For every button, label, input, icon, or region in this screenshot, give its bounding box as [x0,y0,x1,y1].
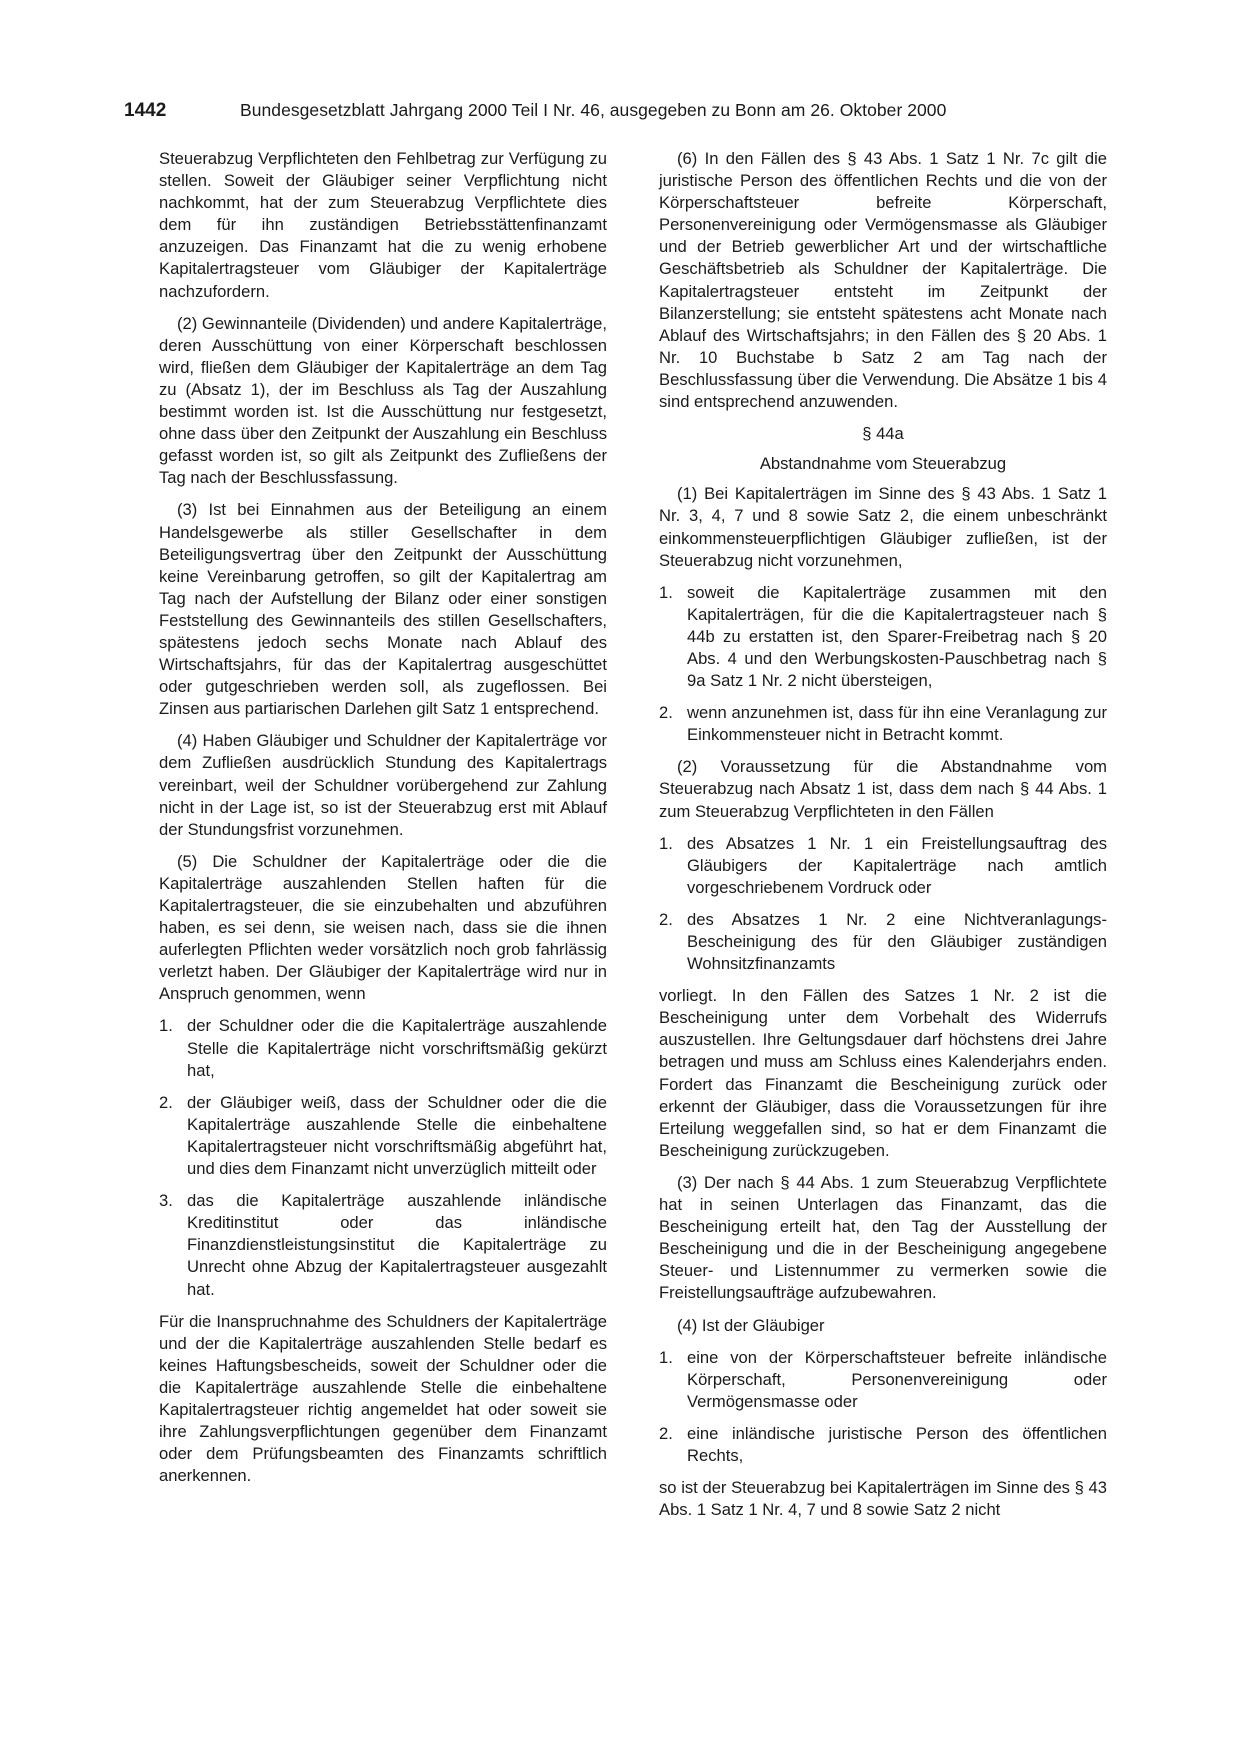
paragraph-5: (5) Die Schuldner der Kapitalerträge oder die die Kapitalerträge auszahlenden Stellen haften für die Kapitalertragsteuer, die sie einzubehalten und abzuführen haben, es sei denn, sie weisen nach, dass sie die ihnen auferlegten Pflichten weder vorsätzlich noch grob fahrlässig verletzt haben. Der Gläubiger der Kapitalerträge wird nur in Anspruch genommen, wenn [159,851,607,1004]
paragraph-44a-3: (3) Der nach § 44 Abs. 1 zum Steuerabzug Verpflichtete hat in seinen Unterlagen das Finanzamt, das die Bescheinigung erteilt hat, den Tag der Ausstellung der Bescheinigung und die in der Bescheinigung angegebene Steuer- und Listennummer zu vermerken sowie die Freistellungsaufträge aufzubewahren. [659,1172,1107,1303]
list-item-number: 1. [659,833,673,853]
list-item-text: wenn anzunehmen ist, dass für ihn eine Veranlagung zur Einkommensteuer nicht in Betracht kommt. [687,703,1107,745]
right-column [659,148,1107,1531]
list-item-text: des Absatzes 1 Nr. 1 ein Freistellungsauftrag des Gläubigers der Kapitalerträge nach amtlich vorgeschriebenem Vordruck oder [687,833,1107,897]
section-title: Abstandnahme vom Steuerabzug [759,454,1007,474]
list-44a-1 [659,582,1107,747]
paragraph-44a-1: (1) Bei Kapitalerträgen im Sinne des § 43 Abs. 1 Satz 1 Nr. 3, 4, 7 und 8 sowie Satz 2, die einem unbeschränkt einkommensteuerpflichtigen Gläubiger zufließen, ist der Steuerabzug nicht vorzunehmen, [659,484,1107,570]
list-44a-2 [659,833,1107,976]
page-number: 1442 [124,100,167,121]
list-item-number: 3. [159,1191,173,1211]
list-item-text: der Gläubiger weiß, dass der Schuldner oder die die Kapitalerträge auszahlende Stelle die einbehaltene Kapitalertragsteuer nicht vorschriftsmäßig abgeführt hat, und dies dem Finanzamt nicht unverzüglich mitteilt oder [187,1092,607,1179]
running-title: Bundesgesetzblatt Jahrgang 2000 Teil I Nr. 46, ausgegeben zu Bonn am 26. Oktober 2000 [240,100,947,120]
list-item-number: 2. [659,703,673,723]
paragraph-6: (6) In den Fällen des § 43 Abs. 1 Satz 1 Nr. 7c gilt die juristische Person des öffentlichen Rechts und die von der Körperschaftsteuer befreite Körperschaft, Personenvereinigung oder Vermögensmasse als Gläubiger und der Betrieb gewerblicher Art und der wirtschaftliche Geschäftsbetrieb als Schuldner der Kapitalerträge. Die Kapitalertragsteuer entsteht im Zeitpunkt der Bilanzerstellung; sie entsteht spätestens acht Monate nach Ablauf des Wirtschaftsjahrs; in den Fällen des § 20 Abs. 1 Nr. 10 Buchstabe b Satz 2 am Tag nach der Beschlussfassung über die Verwendung. Die Absätze 1 bis 4 sind entsprechend anzuwenden. [659,149,1107,412]
list-item-text: des Absatzes 1 Nr. 2 eine Nichtveranlagungs-Bescheinigung des für den Gläubiger zuständigen Wohnsitzfinanzamts [687,909,1107,974]
list-item-number: 2. [659,1423,673,1443]
list-item-number: 1. [659,1347,673,1367]
paragraph-44a-2: (2) Voraussetzung für die Abstandnahme vom Steuerabzug nach Absatz 1 ist, dass dem nach § 44 Abs. 1 zum Steuerabzug Verpflichteten in den Fällen [659,757,1107,821]
list-item-text: eine von der Körperschaftsteuer befreite inländische Körperschaft, Personenvereinigung oder Vermögensmasse oder [687,1347,1107,1411]
page-header [124,100,1116,122]
list-item-number: 2. [159,1092,173,1112]
list-item-text: der Schuldner oder die die Kapitalerträge auszahlende Stelle die Kapitalerträge nicht vorschriftsmäßig gekürzt hat, [187,1016,607,1080]
list-item-number: 1. [159,1016,173,1036]
section-number: § 44a [862,424,904,444]
list-item [659,1347,1107,1413]
list-item [659,1423,1107,1467]
paragraph-4: (4) Haben Gläubiger und Schuldner der Kapitalerträge vor dem Zufließen ausdrücklich Stundung des Kapitalertrags vereinbart, weil der Schuldner vorübergehend zur Zahlung nicht in der Lage ist, so ist der Steuerabzug erst mit Ablauf der Stundungsfrist vorzunehmen. [159,731,607,839]
paragraph-2: (2) Gewinnanteile (Dividenden) und andere Kapitalerträge, deren Ausschüttung von einer Körperschaft beschlossen wird, fließen dem Gläubiger der Kapitalerträge an dem Tag zu (Absatz 1), der im Beschluss als Tag der Auszahlung bestimmt worden ist. Ist die Ausschüttung nur festgesetzt, ohne dass über den Zeitpunkt der Auszahlung ein Beschluss gefasst worden ist, so gilt als Zeitpunkt des Zufließens der Tag nach der Beschlussfassung. [159,313,607,488]
list-paragraph-5 [159,1015,607,1300]
list-44a-4 [659,1347,1107,1467]
list-item [659,833,1107,899]
list-item [659,582,1107,692]
list-item-text: soweit die Kapitalerträge zusammen mit den Kapitalerträgen, für die die Kapitalertragsteuer nach § 44b zu erstatten ist, den Sparer-Freibetrag nach § 20 Abs. 4 und den Werbungskosten-Pauschbetrag nach § 9a Satz 1 Nr. 2 nicht übersteigen, [687,582,1107,691]
list-item [159,1190,607,1300]
list-item-text: das die Kapitalerträge auszahlende inländische Kreditinstitut oder das inländische Finanzdienstleistungsinstitut die Kapitalerträge zu Unrecht ohne Abzug der Kapitalertragsteuer ausgezahlt hat. [187,1191,607,1299]
paragraph-44a-4: (4) Ist der Gläubiger [677,1315,825,1335]
paragraph-44a-2-closing: vorliegt. In den Fällen des Satzes 1 Nr. 2 ist die Bescheinigung unter dem Vorbehalt des Widerrufs auszustellen. Ihre Geltungsdauer darf höchstens drei Jahre betragen und muss am Schluss eines Kalenderjahrs enden. Fordert das Finanzamt die Bescheinigung zurück oder erkennt der Gläubiger, dass die Voraussetzungen für ihre Erteilung weggefallen sind, so hat er dem Finanzamt die Bescheinigung zurückzugeben. [659,986,1107,1160]
paragraph-44a-4-closing: so ist der Steuerabzug bei Kapitalerträgen im Sinne des § 43 Abs. 1 Satz 1 Nr. 4, 7 und 8 sowie Satz 2 nicht [659,1478,1107,1520]
paragraph-5-closing: Für die Inanspruchnahme des Schuldners der Kapitalerträge und der die Kapitalerträge auszahlenden Stelle bedarf es keines Haftungsbescheids, soweit der Schuldner oder die die Kapitalerträge auszahlende Stelle die einbehaltene Kapitalertragsteuer richtig angemeldet hat oder soweit sie ihre Zahlungsverpflichtungen gegenüber dem Finanzamt oder dem Prüfungsbeamten des Finanzamts schriftlich anerkennen. [159,1311,607,1486]
list-item [159,1015,607,1081]
list-item-text: eine inländische juristische Person des öffentlichen Rechts, [687,1423,1107,1465]
paragraph-continuation: Steuerabzug Verpflichteten den Fehlbetrag zur Verfügung zu stellen. Soweit der Gläubiger seiner Verpflichtung nicht nachkommt, hat der zum Steuerabzug Verpflichtete dies dem für ihn zuständigen Betriebsstättenfinanzamt anzuzeigen. Das Finanzamt hat die zu wenig erhobene Kapitalertragsteuer vom Gläubiger der Kapitalerträge nachzufordern. [159,149,607,301]
list-item [659,702,1107,746]
list-item [659,909,1107,975]
list-item-number: 2. [659,909,673,929]
list-item [159,1092,607,1180]
paragraph-3: (3) Ist bei Einnahmen aus der Beteiligung an einem Handelsgewerbe als stiller Gesellschafter in dem Beteiligungsvertrag über den Zeitpunkt der Ausschüttung keine Vereinbarung getroffen, so gilt der Kapitalertrag am Tag nach der Aufstellung der Bilanz oder einer sonstigen Feststellung des Gewinnanteils des stillen Gesellschafters, spätestens jedoch sechs Monate nach Ablauf des Wirtschaftsjahrs, für das der Kapitalertrag ausgeschüttet oder gutgeschrieben werden soll, als zugeflossen. Bei Zinsen aus partiarischen Darlehen gilt Satz 1 entsprechend. [159,500,607,719]
list-item-number: 1. [659,582,673,602]
left-column [159,148,607,1497]
